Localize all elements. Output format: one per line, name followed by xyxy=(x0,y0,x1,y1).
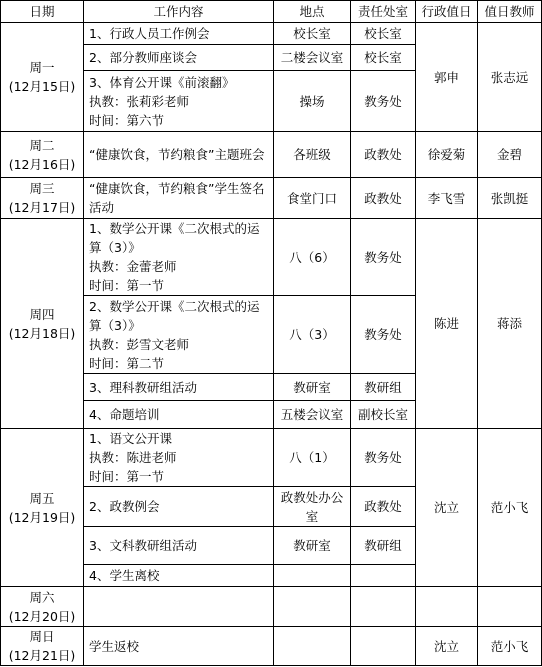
table-row xyxy=(1,627,542,666)
task-cell: 3、文科教研组活动 xyxy=(84,527,274,565)
place-cell: 校长室 xyxy=(274,23,351,45)
task-cell: 3、理科教研组活动 xyxy=(84,374,274,401)
place-cell: 食堂门口 xyxy=(274,178,351,219)
dept-cell: 教务处 xyxy=(351,71,416,132)
admin-duty-cell: 陈进 xyxy=(416,219,478,429)
task-cell: 2、数学公开课《二次根式的运算（3）》 执教：彭雪文老师 时间：第二节 xyxy=(84,296,274,374)
place-cell: 教研室 xyxy=(274,374,351,401)
day-cell-sunday: 周日 (12月21日) xyxy=(1,627,84,666)
place-cell: 八（6） xyxy=(274,219,351,296)
header-dept: 责任处室 xyxy=(351,1,416,23)
dept-cell: 校长室 xyxy=(351,23,416,45)
task-cell: 2、部分教师座谈会 xyxy=(84,45,274,71)
table-row xyxy=(1,132,542,178)
header-row xyxy=(1,1,542,23)
place-cell: 政教处办公室 xyxy=(274,487,351,527)
dept-cell: 校长室 xyxy=(351,45,416,71)
dept-cell: 副校长室 xyxy=(351,401,416,429)
table-row xyxy=(1,587,542,627)
dept-cell: 教务处 xyxy=(351,429,416,487)
dept-cell: 教务处 xyxy=(351,219,416,296)
teacher-duty-cell: 张凯挺 xyxy=(478,178,542,219)
day-cell-friday: 周五 (12月19日) xyxy=(1,429,84,587)
admin-duty-cell: 沈立 xyxy=(416,429,478,587)
table-row xyxy=(1,219,542,296)
day-cell-monday: 周一 (12月15日) xyxy=(1,23,84,132)
admin-duty-cell xyxy=(416,587,478,627)
place-cell xyxy=(274,587,351,627)
table-row xyxy=(1,23,542,45)
header-admin-duty: 行政值日 xyxy=(416,1,478,23)
dept-cell: 教务处 xyxy=(351,296,416,374)
teacher-duty-cell xyxy=(478,587,542,627)
task-cell: 1、语文公开课 执教：陈进老师 时间：第一节 xyxy=(84,429,274,487)
admin-duty-cell: 李飞雪 xyxy=(416,178,478,219)
dept-cell xyxy=(351,627,416,666)
dept-cell xyxy=(351,587,416,627)
task-cell: 3、体育公开课《前滚翻》 执教：张莉彩老师 时间：第六节 xyxy=(84,71,274,132)
teacher-duty-cell: 蒋添 xyxy=(478,219,542,429)
place-cell: 各班级 xyxy=(274,132,351,178)
task-cell xyxy=(84,587,274,627)
day-cell-wednesday: 周三 (12月17日) xyxy=(1,178,84,219)
dept-cell: 政教处 xyxy=(351,487,416,527)
place-cell: 教研室 xyxy=(274,527,351,565)
place-cell: 八（3） xyxy=(274,296,351,374)
admin-duty-cell: 郭申 xyxy=(416,23,478,132)
dept-cell: 政教处 xyxy=(351,132,416,178)
task-cell: 1、行政人员工作例会 xyxy=(84,23,274,45)
dept-cell: 政教处 xyxy=(351,178,416,219)
task-cell: “健康饮食，节约粮食”学生签名活动 xyxy=(84,178,274,219)
task-cell: 2、政教例会 xyxy=(84,487,274,527)
place-cell: 八（1） xyxy=(274,429,351,487)
place-cell xyxy=(274,565,351,587)
task-cell: 1、数学公开课《二次根式的运算（3）》 执教：金蕾老师 时间：第一节 xyxy=(84,219,274,296)
admin-duty-cell: 沈立 xyxy=(416,627,478,666)
day-cell-thursday: 周四 (12月18日) xyxy=(1,219,84,429)
header-teacher-duty: 值日教师 xyxy=(478,1,542,23)
admin-duty-cell: 徐爱菊 xyxy=(416,132,478,178)
table-row xyxy=(1,429,542,487)
day-cell-tuesday: 周二 (12月16日) xyxy=(1,132,84,178)
task-cell: “健康饮食，节约粮食”主题班会 xyxy=(84,132,274,178)
dept-cell: 教研组 xyxy=(351,374,416,401)
place-cell: 二楼会议室 xyxy=(274,45,351,71)
teacher-duty-cell: 张志远 xyxy=(478,23,542,132)
teacher-duty-cell: 范小飞 xyxy=(478,429,542,587)
header-content: 工作内容 xyxy=(84,1,274,23)
place-cell: 操场 xyxy=(274,71,351,132)
table-row xyxy=(1,178,542,219)
day-cell-saturday: 周六 (12月20日) xyxy=(1,587,84,627)
teacher-duty-cell: 范小飞 xyxy=(478,627,542,666)
place-cell: 五楼会议室 xyxy=(274,401,351,429)
task-cell: 4、学生离校 xyxy=(84,565,274,587)
place-cell xyxy=(274,627,351,666)
header-place: 地点 xyxy=(274,1,351,23)
dept-cell xyxy=(351,565,416,587)
teacher-duty-cell: 金碧 xyxy=(478,132,542,178)
task-cell: 学生返校 xyxy=(84,627,274,666)
dept-cell: 教研组 xyxy=(351,527,416,565)
task-cell: 4、命题培训 xyxy=(84,401,274,429)
header-date: 日期 xyxy=(1,1,84,23)
